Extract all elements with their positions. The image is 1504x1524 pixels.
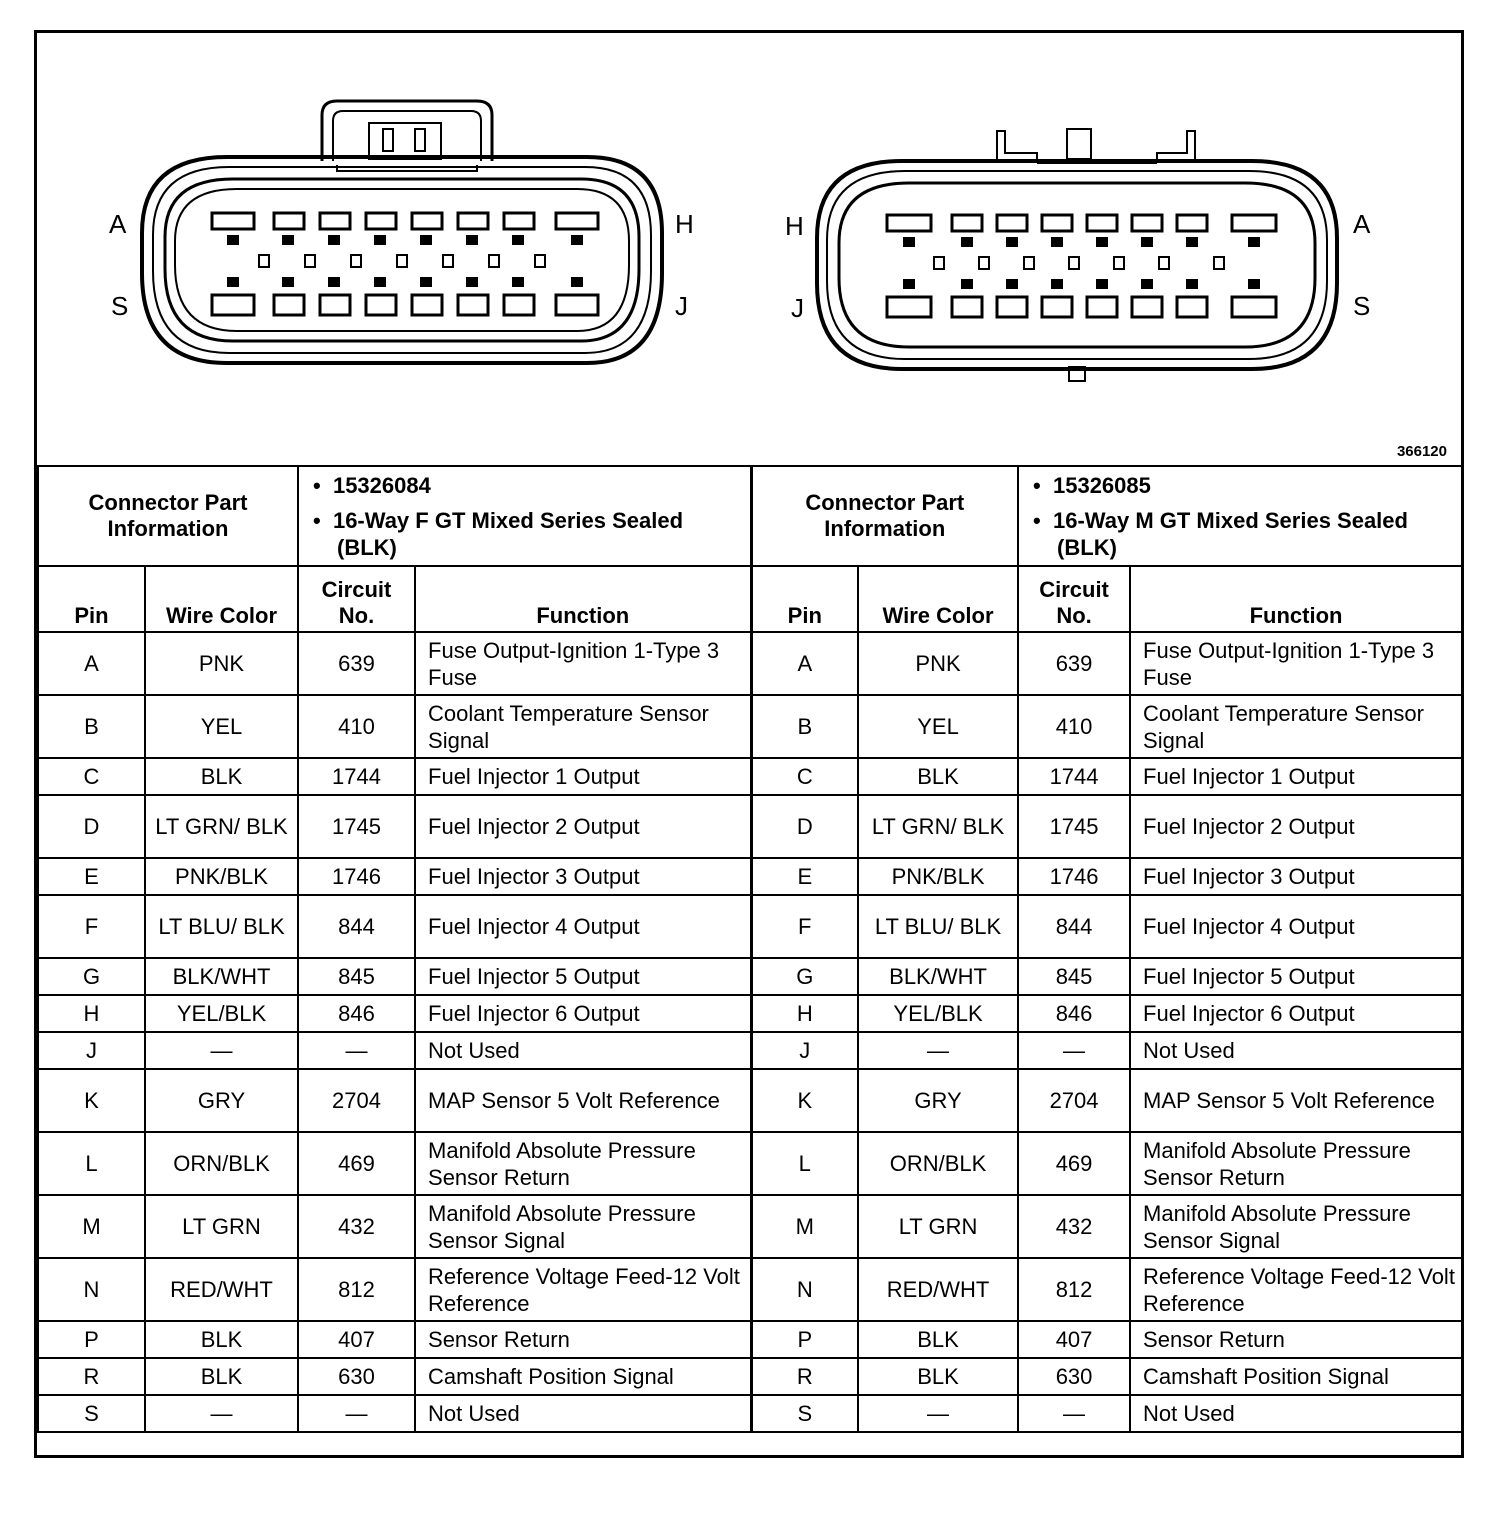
pin-cell: A bbox=[751, 632, 858, 695]
pin-cell: L bbox=[751, 1132, 858, 1195]
pin-cell: E bbox=[38, 858, 145, 895]
pin-cell: A bbox=[38, 632, 145, 695]
left-label-top-right: H bbox=[675, 209, 694, 239]
function-cell: Sensor Return bbox=[1130, 1321, 1462, 1358]
wire-color-cell: YEL/BLK bbox=[858, 995, 1018, 1032]
function-cell: Not Used bbox=[415, 1032, 751, 1069]
table-row bbox=[38, 1395, 1462, 1432]
right-label-top-right: A bbox=[1353, 209, 1371, 239]
pin-cell: F bbox=[38, 895, 145, 958]
function-cell: Fuel Injector 2 Output bbox=[1130, 795, 1462, 858]
table-row bbox=[38, 695, 1462, 758]
table-row bbox=[38, 758, 1462, 795]
column-header-row bbox=[38, 566, 1462, 632]
function-cell: Fuel Injector 4 Output bbox=[415, 895, 751, 958]
circuit-cell: 845 bbox=[298, 958, 415, 995]
col-pin-right: Pin bbox=[751, 566, 858, 632]
left-label-bottom-left: S bbox=[111, 291, 129, 321]
function-cell: MAP Sensor 5 Volt Reference bbox=[415, 1069, 751, 1132]
function-cell: MAP Sensor 5 Volt Reference bbox=[1130, 1069, 1462, 1132]
circuit-cell: 1746 bbox=[1018, 858, 1130, 895]
table-row bbox=[38, 1321, 1462, 1358]
function-cell: Not Used bbox=[1130, 1395, 1462, 1432]
right-part-info bbox=[1018, 466, 1462, 566]
circuit-cell: 2704 bbox=[298, 1069, 415, 1132]
function-cell: Sensor Return bbox=[415, 1321, 751, 1358]
table-row bbox=[38, 1069, 1462, 1132]
col-wire-right: Wire Color bbox=[858, 566, 1018, 632]
pin-cell: M bbox=[38, 1195, 145, 1258]
function-cell: Fuel Injector 1 Output bbox=[1130, 758, 1462, 795]
wire-color-cell: YEL/BLK bbox=[145, 995, 298, 1032]
wire-color-cell: YEL bbox=[145, 695, 298, 758]
pin-cell: N bbox=[751, 1258, 858, 1321]
right-part-description: 16-Way M GT Mixed Series Sealed (BLK) bbox=[1052, 507, 1408, 560]
function-cell: Fuel Injector 2 Output bbox=[415, 795, 751, 858]
circuit-cell: 812 bbox=[1018, 1258, 1130, 1321]
wire-color-cell: BLK bbox=[858, 1321, 1018, 1358]
circuit-cell: 410 bbox=[1018, 695, 1130, 758]
pin-cell: P bbox=[38, 1321, 145, 1358]
pin-cell: N bbox=[38, 1258, 145, 1321]
circuit-cell: 639 bbox=[1018, 632, 1130, 695]
circuit-cell: 1744 bbox=[298, 758, 415, 795]
circuit-cell: 630 bbox=[298, 1358, 415, 1395]
pin-cell: C bbox=[38, 758, 145, 795]
pin-cell: H bbox=[38, 995, 145, 1032]
circuit-cell: 1745 bbox=[298, 795, 415, 858]
col-circuit-left: Circuit No. bbox=[298, 566, 415, 632]
pin-cell: G bbox=[38, 958, 145, 995]
right-part-number: 15326085 bbox=[1052, 472, 1151, 498]
figure-id: 366120 bbox=[1396, 443, 1447, 460]
bullet: • bbox=[313, 507, 321, 533]
pin-cell: E bbox=[751, 858, 858, 895]
circuit-cell: 630 bbox=[1018, 1358, 1130, 1395]
circuit-cell: 407 bbox=[1018, 1321, 1130, 1358]
wire-color-cell: ORN/BLK bbox=[145, 1132, 298, 1195]
wire-color-cell: — bbox=[145, 1395, 298, 1432]
function-cell: Fuel Injector 5 Output bbox=[415, 958, 751, 995]
wire-color-cell: GRY bbox=[858, 1069, 1018, 1132]
circuit-cell: 407 bbox=[298, 1321, 415, 1358]
left-connector-drawing bbox=[142, 101, 662, 363]
function-cell: Coolant Temperature Sensor Signal bbox=[415, 695, 751, 758]
pin-cell: R bbox=[38, 1358, 145, 1395]
wire-color-cell: PNK/BLK bbox=[858, 858, 1018, 895]
col-pin-left: Pin bbox=[38, 566, 145, 632]
col-function-left: Function bbox=[415, 566, 751, 632]
wire-color-cell: LT BLU/ BLK bbox=[858, 895, 1018, 958]
wire-color-cell: ORN/BLK bbox=[858, 1132, 1018, 1195]
bullet: • bbox=[1033, 507, 1041, 533]
pin-cell: F bbox=[751, 895, 858, 958]
wire-color-cell: GRY bbox=[145, 1069, 298, 1132]
pin-cell: C bbox=[751, 758, 858, 795]
function-cell: Fuel Injector 5 Output bbox=[1130, 958, 1462, 995]
wire-color-cell: — bbox=[858, 1032, 1018, 1069]
wire-color-cell: LT GRN bbox=[145, 1195, 298, 1258]
right-label-bottom-right: S bbox=[1353, 291, 1371, 321]
bullet: • bbox=[313, 472, 321, 498]
circuit-cell: — bbox=[1018, 1032, 1130, 1069]
table-row bbox=[38, 995, 1462, 1032]
wire-color-cell: PNK/BLK bbox=[145, 858, 298, 895]
pin-cell: R bbox=[751, 1358, 858, 1395]
pin-cell: S bbox=[38, 1395, 145, 1432]
circuit-cell: — bbox=[1018, 1395, 1130, 1432]
pin-cell: B bbox=[751, 695, 858, 758]
circuit-cell: 1746 bbox=[298, 858, 415, 895]
circuit-cell: 639 bbox=[298, 632, 415, 695]
function-cell: Not Used bbox=[415, 1395, 751, 1432]
col-circuit-right: Circuit No. bbox=[1018, 566, 1130, 632]
function-cell: Manifold Absolute Pressure Sensor Signal bbox=[1130, 1195, 1462, 1258]
connector-diagram bbox=[37, 33, 1461, 465]
table-row bbox=[38, 1132, 1462, 1195]
function-cell: Reference Voltage Feed-12 Volt Reference bbox=[1130, 1258, 1462, 1321]
col-wire-left: Wire Color bbox=[145, 566, 298, 632]
function-cell: Fuel Injector 4 Output bbox=[1130, 895, 1462, 958]
function-cell: Manifold Absolute Pressure Sensor Signal bbox=[415, 1195, 751, 1258]
left-part-number: 15326084 bbox=[332, 472, 431, 498]
wire-color-cell: BLK/WHT bbox=[145, 958, 298, 995]
function-cell: Fuel Injector 6 Output bbox=[415, 995, 751, 1032]
function-cell: Manifold Absolute Pressure Sensor Return bbox=[415, 1132, 751, 1195]
right-part-info-header: Connector Part Information bbox=[751, 466, 1018, 566]
wire-color-cell: LT GRN bbox=[858, 1195, 1018, 1258]
pin-cell: J bbox=[751, 1032, 858, 1069]
pin-cell: J bbox=[38, 1032, 145, 1069]
circuit-cell: 410 bbox=[298, 695, 415, 758]
wire-color-cell: — bbox=[145, 1032, 298, 1069]
pinout-table bbox=[37, 465, 1463, 1433]
part-info-row bbox=[38, 466, 1462, 566]
pin-cell: P bbox=[751, 1321, 858, 1358]
circuit-cell: 844 bbox=[298, 895, 415, 958]
wire-color-cell: PNK bbox=[145, 632, 298, 695]
circuit-cell: — bbox=[298, 1032, 415, 1069]
pin-cell: K bbox=[38, 1069, 145, 1132]
function-cell: Manifold Absolute Pressure Sensor Return bbox=[1130, 1132, 1462, 1195]
circuit-cell: 846 bbox=[1018, 995, 1130, 1032]
wire-color-cell: BLK bbox=[145, 758, 298, 795]
pin-cell: H bbox=[751, 995, 858, 1032]
right-label-top-left: H bbox=[785, 211, 804, 241]
wire-color-cell: — bbox=[858, 1395, 1018, 1432]
table-row bbox=[38, 1358, 1462, 1395]
circuit-cell: 846 bbox=[298, 995, 415, 1032]
pin-cell: D bbox=[751, 795, 858, 858]
circuit-cell: 812 bbox=[298, 1258, 415, 1321]
wire-color-cell: BLK bbox=[858, 758, 1018, 795]
connector-frame bbox=[34, 30, 1464, 1458]
circuit-cell: 2704 bbox=[1018, 1069, 1130, 1132]
table-row bbox=[38, 632, 1462, 695]
function-cell: Fuel Injector 1 Output bbox=[415, 758, 751, 795]
circuit-cell: 432 bbox=[1018, 1195, 1130, 1258]
circuit-cell: 1744 bbox=[1018, 758, 1130, 795]
wire-color-cell: LT GRN/ BLK bbox=[858, 795, 1018, 858]
pin-cell: G bbox=[751, 958, 858, 995]
pin-cell: M bbox=[751, 1195, 858, 1258]
function-cell: Coolant Temperature Sensor Signal bbox=[1130, 695, 1462, 758]
wire-color-cell: RED/WHT bbox=[145, 1258, 298, 1321]
function-cell: Fuel Injector 6 Output bbox=[1130, 995, 1462, 1032]
circuit-cell: 844 bbox=[1018, 895, 1130, 958]
wire-color-cell: BLK bbox=[858, 1358, 1018, 1395]
circuit-cell: — bbox=[298, 1395, 415, 1432]
wire-color-cell: PNK bbox=[858, 632, 1018, 695]
circuit-cell: 469 bbox=[1018, 1132, 1130, 1195]
function-cell: Camshaft Position Signal bbox=[415, 1358, 751, 1395]
wire-color-cell: YEL bbox=[858, 695, 1018, 758]
wire-color-cell: LT BLU/ BLK bbox=[145, 895, 298, 958]
pin-cell: S bbox=[751, 1395, 858, 1432]
function-cell: Fuse Output-Ignition 1-Type 3 Fuse bbox=[415, 632, 751, 695]
wire-color-cell: LT GRN/ BLK bbox=[145, 795, 298, 858]
table-row bbox=[38, 1258, 1462, 1321]
table-row bbox=[38, 858, 1462, 895]
pin-cell: L bbox=[38, 1132, 145, 1195]
left-label-bottom-right: J bbox=[675, 291, 688, 321]
circuit-cell: 1745 bbox=[1018, 795, 1130, 858]
wire-color-cell: RED/WHT bbox=[858, 1258, 1018, 1321]
table-row bbox=[38, 895, 1462, 958]
function-cell: Fuse Output-Ignition 1-Type 3 Fuse bbox=[1130, 632, 1462, 695]
function-cell: Camshaft Position Signal bbox=[1130, 1358, 1462, 1395]
function-cell: Not Used bbox=[1130, 1032, 1462, 1069]
left-part-info-header: Connector Part Information bbox=[38, 466, 298, 566]
bullet: • bbox=[1033, 472, 1041, 498]
pin-cell: K bbox=[751, 1069, 858, 1132]
circuit-cell: 845 bbox=[1018, 958, 1130, 995]
table-row bbox=[38, 795, 1462, 858]
function-cell: Fuel Injector 3 Output bbox=[1130, 858, 1462, 895]
left-label-top-left: A bbox=[109, 209, 127, 239]
circuit-cell: 469 bbox=[298, 1132, 415, 1195]
right-label-bottom-left: J bbox=[791, 293, 804, 323]
pin-cell: B bbox=[38, 695, 145, 758]
function-cell: Reference Voltage Feed-12 Volt Reference bbox=[415, 1258, 751, 1321]
table-row bbox=[38, 958, 1462, 995]
pin-cell: D bbox=[38, 795, 145, 858]
wire-color-cell: BLK/WHT bbox=[858, 958, 1018, 995]
col-function-right: Function bbox=[1130, 566, 1462, 632]
right-connector-drawing bbox=[817, 129, 1337, 381]
function-cell: Fuel Injector 3 Output bbox=[415, 858, 751, 895]
left-part-info bbox=[298, 466, 751, 566]
circuit-cell: 432 bbox=[298, 1195, 415, 1258]
table-row bbox=[38, 1195, 1462, 1258]
wire-color-cell: BLK bbox=[145, 1321, 298, 1358]
table-row bbox=[38, 1032, 1462, 1069]
wire-color-cell: BLK bbox=[145, 1358, 298, 1395]
left-part-description: 16-Way F GT Mixed Series Sealed (BLK) bbox=[332, 507, 684, 560]
